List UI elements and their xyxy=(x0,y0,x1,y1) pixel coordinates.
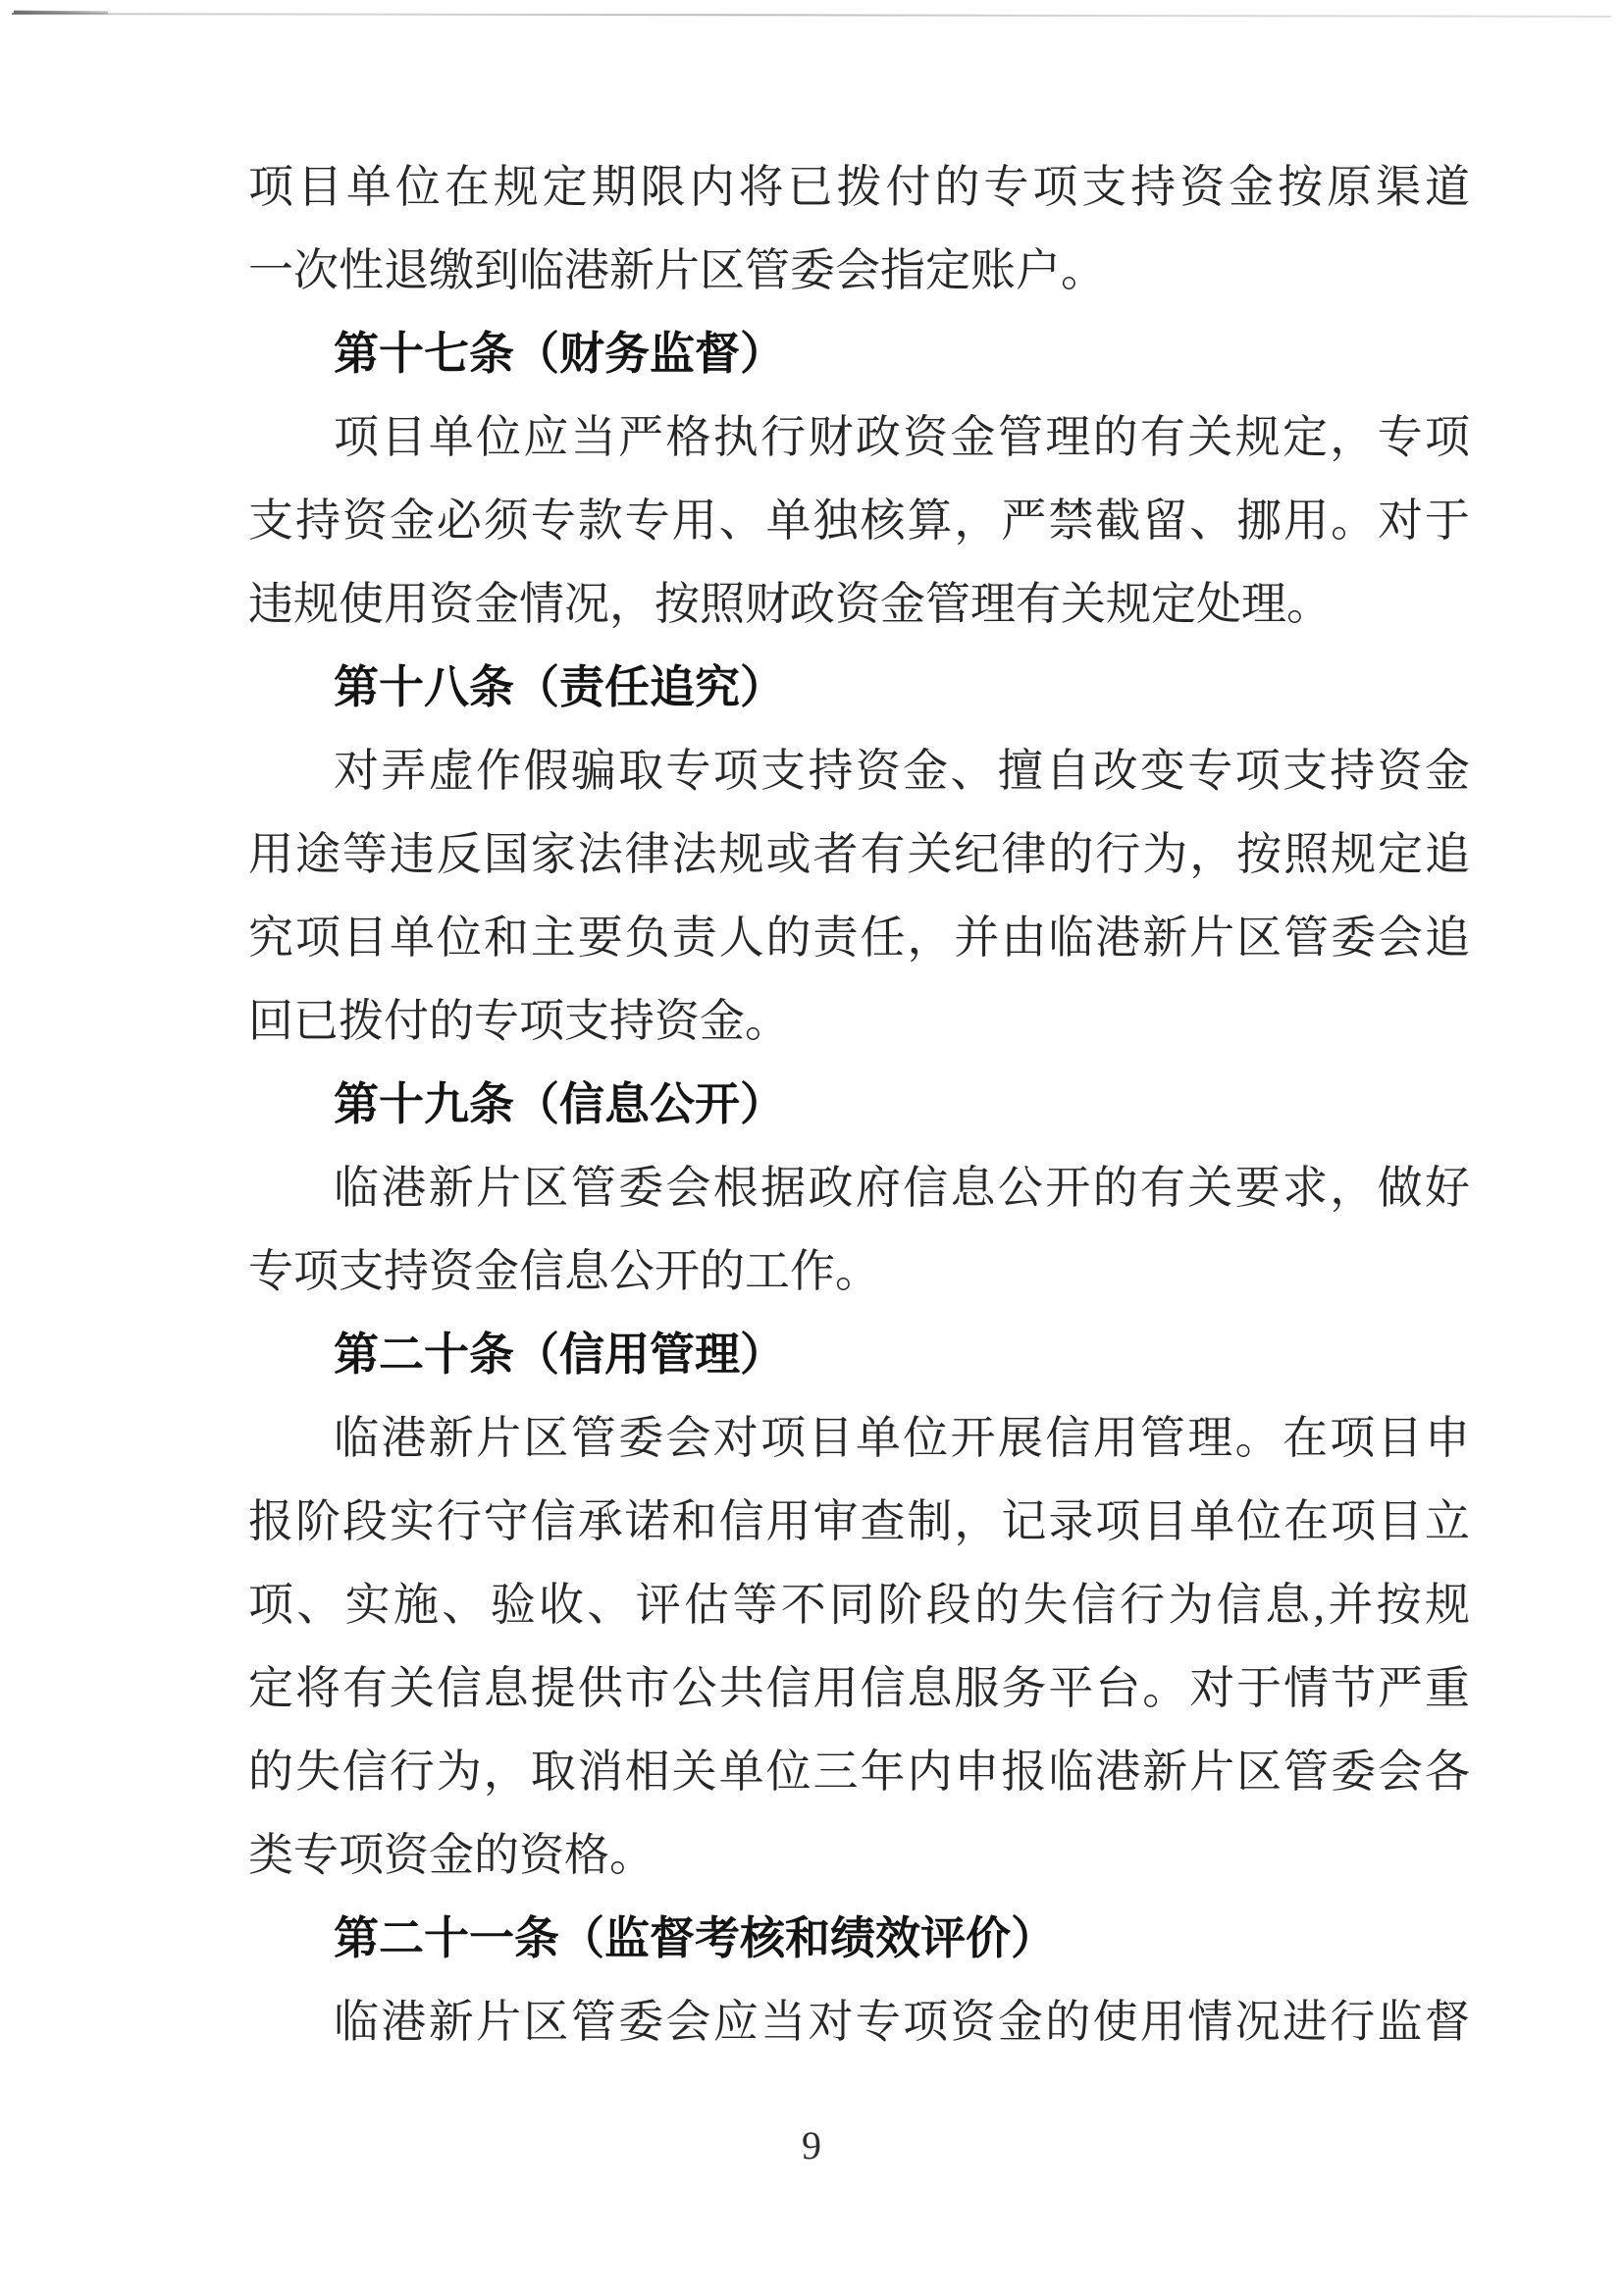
article-heading: 第十七条（财务监督） xyxy=(334,329,785,379)
text-line: 违规使用资金情况，按照财政资金管理有关规定处理。 xyxy=(248,579,1332,629)
article-heading: 第二十条（信用管理） xyxy=(334,1330,785,1380)
article-heading: 第十九条（信息公开） xyxy=(334,1079,785,1129)
text-line: 项目单位在规定期限内将已拨付的专项支持资金按原渠道 xyxy=(248,162,1470,212)
text-line: 项目单位应当严格执行财政资金管理的有关规定，专项 xyxy=(334,412,1470,462)
text-line: 专项支持资金信息公开的工作。 xyxy=(248,1246,880,1296)
text-line: 对弄虚作假骗取专项支持资金、擅自改变专项支持资金 xyxy=(334,746,1470,796)
text-line: 用途等违反国家法律法规或者有关纪律的行为，按照规定追 xyxy=(248,829,1470,879)
article-heading: 第十八条（责任追究） xyxy=(334,662,785,712)
page-number: 9 xyxy=(802,2123,821,2167)
text-line: 定将有关信息提供市公共信用信息服务平台。对于情节严重 xyxy=(248,1663,1470,1713)
document-body xyxy=(248,145,1470,2063)
text-line: 的失信行为，取消相关单位三年内申报临港新片区管委会各 xyxy=(248,1747,1470,1797)
text-line: 一次性退缴到临港新片区管委会指定账户。 xyxy=(248,245,1106,295)
text-line: 回已拨付的专项支持资金。 xyxy=(248,996,790,1046)
scan-edge-artifact xyxy=(12,13,1611,18)
text-line: 临港新片区管委会对项目单位开展信用管理。在项目申 xyxy=(334,1413,1470,1463)
text-line: 究项目单位和主要负责人的责任，并由临港新片区管委会追 xyxy=(248,913,1470,963)
text-line: 临港新片区管委会根据政府信息公开的有关要求，做好 xyxy=(334,1163,1470,1213)
article-heading: 第二十一条（监督考核和绩效评价） xyxy=(334,1913,1056,1963)
text-line: 报阶段实行守信承诺和信用审查制，记录项目单位在项目立 xyxy=(248,1496,1470,1546)
text-line: 项、实施、验收、评估等不同阶段的失信行为信息,并按规 xyxy=(248,1580,1470,1630)
text-line: 类专项资金的资格。 xyxy=(248,1830,654,1880)
text-line: 临港新片区管委会应当对专项资金的使用情况进行监督 xyxy=(334,1997,1470,2047)
text-line: 支持资金必须专款专用、单独核算，严禁截留、挪用。对于 xyxy=(248,496,1470,546)
